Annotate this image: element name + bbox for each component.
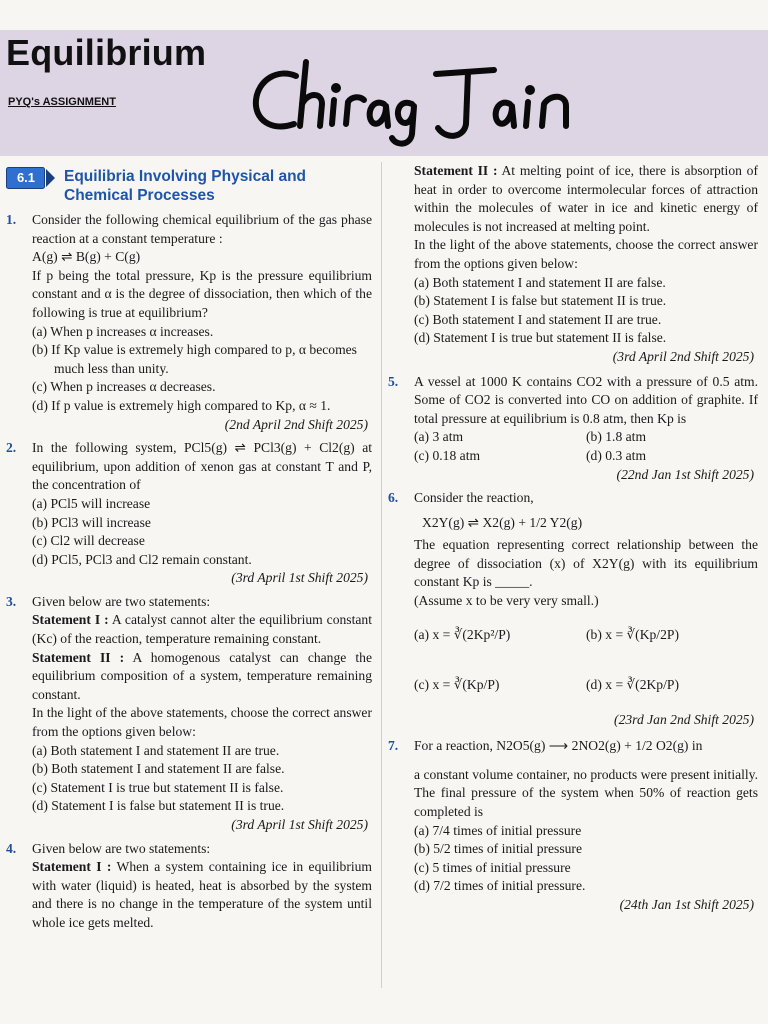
option-c: (c) Statement I is true but statement II is false. [32,779,284,795]
options-row [414,661,758,711]
option-c: (c) Both statement I and statement II are true. [414,311,662,327]
option-a: (a) Both statement I and statement II are false. [414,274,666,290]
exam-source: (3rd April 2nd Shift 2025) [612,348,754,364]
question-1 [6,211,372,434]
question-number: 4. [6,840,17,856]
option-b: (b) 1.8 atm [586,429,647,445]
page-title: Equilibrium [6,32,207,73]
exam-source: (2nd April 2nd Shift 2025) [224,416,368,432]
options-grid [414,428,758,465]
statement-1 [32,611,372,648]
reaction-equation: X2Y(g) ⇌ X2(g) + 1/2 Y2(g) [422,514,583,530]
handwritten-signature [248,42,588,152]
question-text: Consider the following chemical equilibrium of the gas phase reaction at a constant temperature : [32,212,372,246]
option-b: (b) Both statement I and statement II are false. [32,761,285,777]
question-text: Consider the reaction, [414,490,534,506]
question-note: (Assume x to be very very small.) [414,593,599,609]
option-d: (d) 0.3 atm [586,447,647,463]
statement-2 [32,649,372,705]
section-heading [6,163,372,209]
question-text: In the following system, PCl5(g) ⇌ PCl3(g) + Cl2(g) at equilibrium, upon addition of xenon gas at constant T and P, the concentration of [32,440,372,493]
option-c: (c) x = ∛(Kp/P) [414,677,500,693]
option-d: (d) Statement I is false but statement II is true. [32,798,285,814]
exam-source: (23rd Jan 2nd Shift 2025) [614,711,754,727]
question-7 [388,737,758,914]
option-a: (a) x = ∛(2Kp²/P) [414,627,511,643]
question-2 [6,439,372,588]
section-title: Equilibria Involving Physical and Chemical Processes [64,168,307,204]
question-4-continued [388,162,758,367]
option-a: (a) 7/4 times of initial pressure [414,822,582,838]
question-number: 6. [388,490,399,506]
right-column [388,162,758,920]
option-c: (c) Cl2 will decrease [32,533,145,549]
statement-label: Statement I : [32,612,109,628]
option-b: (b) PCl3 will increase [32,514,151,530]
question-number: 2. [6,440,17,456]
statement-1 [32,858,372,932]
left-column [6,163,372,938]
statement-text: At melting point of ice, there is absorption of heat in order to overcome intermolecular forces of attraction within the molecules of water in ice and kinetic energy of molecules is not increased at melting point. [414,163,758,234]
statement-text: A homogenous catalyst can change the equilibrium composition of a system, temperature remaining constant. [32,649,373,702]
option-b: (b) Statement I is false but statement II is true. [414,293,667,309]
option-c: (c) When p increases α decreases. [32,379,216,395]
option-a: (a) When p increases α increases. [32,323,214,339]
options-row [414,611,758,661]
question-number: 1. [6,212,17,227]
option-c: (c) 5 times of initial pressure [414,859,571,875]
statement-label: Statement I : [32,859,112,875]
option-b: (b) 5/2 times of initial pressure [414,841,582,857]
statement-label: Statement II : [414,163,498,178]
statement-2 [414,162,758,236]
question-number: 3. [6,593,17,609]
exam-source: (3rd April 1st Shift 2025) [231,570,368,586]
question-number: 5. [388,373,399,389]
question-text: The equation representing correct relationship between the degree of dissociation (x) of X2Y(g) with its equilibrium constant Kp is _____. [414,537,758,590]
question-text: In the light of the above statements, choose the correct answer from the options given below: [32,705,372,740]
question-text: Given below are two statements: [32,593,211,609]
statement-label: Statement II : [32,649,125,665]
exam-source: (3rd April 1st Shift 2025) [231,817,368,832]
reaction-equation: A(g) ⇌ B(g) + C(g) [32,249,141,265]
option-d: (d) x = ∛(2Kp/P) [586,677,679,693]
option-d: (d) 7/2 times of initial pressure. [414,878,586,894]
option-d: (d) PCl5, PCl3 and Cl2 remain constant. [32,551,252,567]
option-d: (d) If p value is extremely high compared to Kp, α ≈ 1. [32,397,331,413]
question-5 [388,373,758,485]
section-number: 6.1 [16,170,36,185]
option-a: (a) Both statement I and statement II are true. [32,742,280,758]
question-4 [6,840,372,933]
question-6 [388,489,758,729]
option-c: (c) 0.18 atm [414,447,481,463]
question-text: For a reaction, N2O5(g) ⟶ 2NO2(g) + 1/2 O2(g) in [414,738,703,754]
question-number: 7. [388,738,399,754]
question-text: A vessel at 1000 K contains CO2 with a pressure of 0.5 atm. Some of CO2 is converted into CO on addition of graphite. If total pressure at equilibrium is 0.8 atm, then Kp is [414,373,758,426]
exam-source: (22nd Jan 1st Shift 2025) [616,466,754,482]
option-d: (d) Statement I is true but statement II is false. [414,330,667,346]
option-a: (a) 3 atm [414,429,464,445]
exam-source: (24th Jan 1st Shift 2025) [619,897,754,912]
page-subtitle: PYQ's ASSIGNMENT [8,96,116,108]
question-text: If p being the total pressure, Kp is the pressure equilibrium constant and α is the degree of dissociation, then which of the following is true at equilibrium? [32,267,372,320]
statement-text: A catalyst cannot alter the equilibrium constant (Kc) of the reaction, temperature remaining constant. [32,612,372,647]
column-divider [381,162,382,988]
statement-text: When a system containing ice in equilibrium with water (liquid) is heated, heat is absorbed by the system and there is no change in the temperature of the system until whole ice gets melted. [32,859,372,930]
option-a: (a) PCl5 will increase [32,495,151,511]
question-text: In the light of the above statements, choose the correct answer from the options given below: [414,237,758,271]
question-3 [6,593,372,835]
question-text: Given below are two statements: [32,840,211,856]
question-text: a constant volume container, no products were present initially. The final pressure of the system when 50% of reaction gets completed is [414,766,758,820]
option-b: (b) x = ∛(Kp/2P) [586,627,679,643]
option-b: (b) If Kp value is extremely high compared to p, α becomes much less than unity. [32,342,357,376]
